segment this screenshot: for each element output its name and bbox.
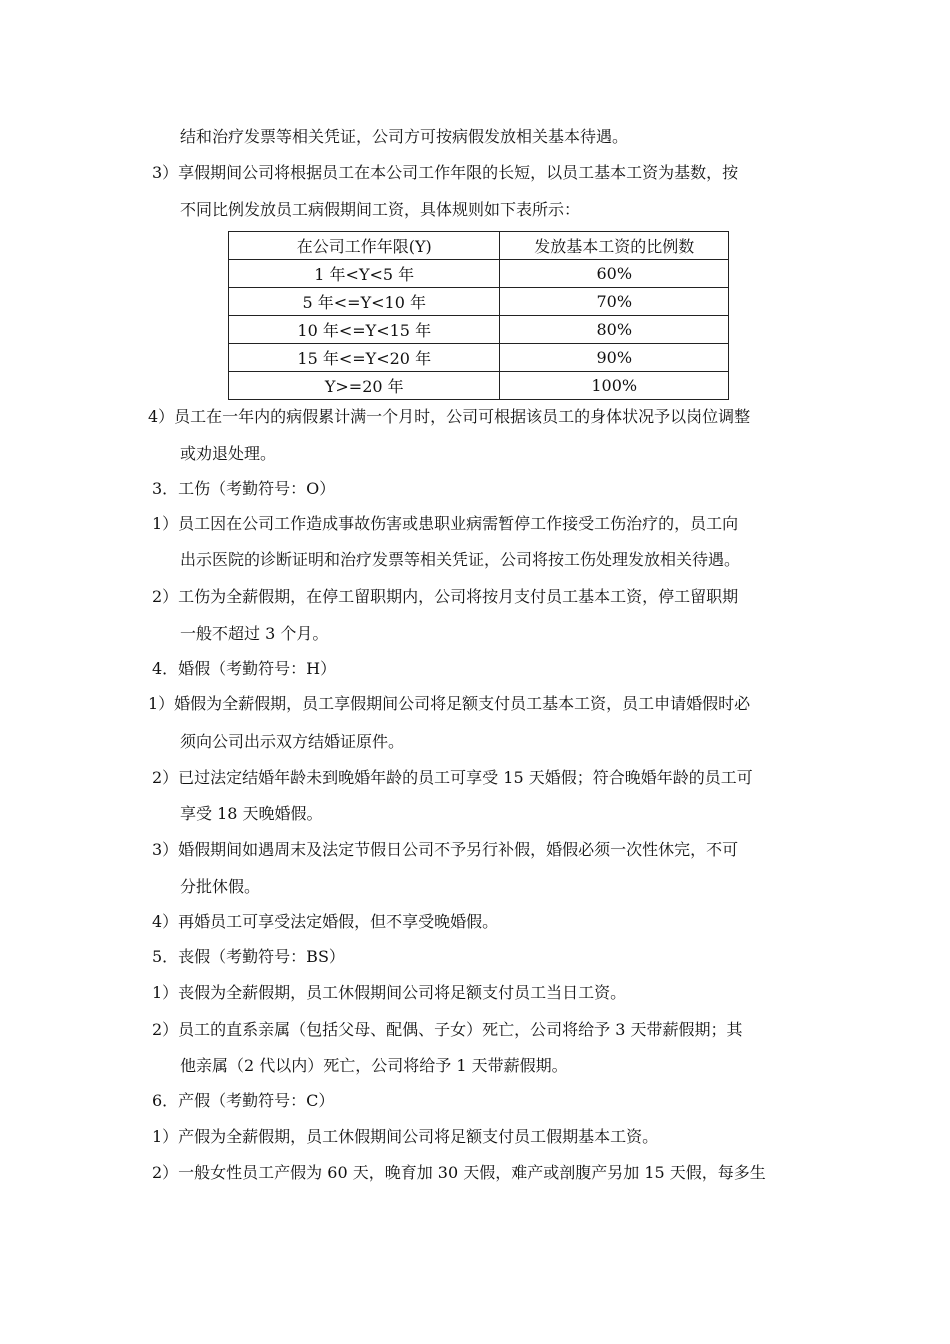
paragraph-line: 3）婚假期间如遇周末及法定节假日公司不予另行补假，婚假必须一次性休完，不可 [152,840,739,859]
paragraph-line: 享受 18 天晚婚假。 [180,804,323,823]
paragraph-line: 4）再婚员工可享受法定婚假，但不享受晚婚假。 [152,912,499,931]
paragraph-line: 他亲属（2 代以内）死亡，公司将给予 1 天带薪假期。 [180,1056,568,1075]
paragraph-line: 2）一般女性员工产假为 60 天，晚育加 30 天假，难产或剖腹产另加 15 天假，每多生 [152,1163,766,1182]
table-cell: 70% [500,288,729,316]
section-heading: 6．产假（考勤符号：C） [152,1091,335,1110]
table-header-cell: 发放基本工资的比例数 [500,232,729,260]
paragraph-line: 结和治疗发票等相关凭证，公司方可按病假发放相关基本待遇。 [180,127,629,146]
table-cell: 80% [500,316,729,344]
paragraph-line: 不同比例发放员工病假期间工资，具体规则如下表所示： [180,200,581,219]
table-cell: 90% [500,344,729,372]
paragraph-line: 2）已过法定结婚年龄未到晚婚年龄的员工可享受 15 天婚假；符合晚婚年龄的员工可 [152,768,753,787]
section-heading: 5．丧假（考勤符号：BS） [152,947,345,966]
table-cell: 1 年<Y<5 年 [229,260,500,288]
table-row [229,372,729,400]
paragraph-line: 3）享假期间公司将根据员工在本公司工作年限的长短，以员工基本工资为基数，按 [152,163,739,182]
table-cell: 5 年<=Y<10 年 [229,288,500,316]
table-cell: 10 年<=Y<15 年 [229,316,500,344]
paragraph-line: 1）员工因在公司工作造成事故伤害或患职业病需暂停工作接受工伤治疗的，员工向 [152,514,739,533]
paragraph-line: 须向公司出示双方结婚证原件。 [180,732,405,751]
table-cell: 60% [500,260,729,288]
paragraph-line: 分批休假。 [180,877,261,896]
paragraph-line: 2）工伤为全薪假期，在停工留职期内，公司将按月支付员工基本工资，停工留职期 [152,587,739,606]
table-cell: 15 年<=Y<20 年 [229,344,500,372]
table-row [229,260,729,288]
paragraph-line: 一般不超过 3 个月。 [180,624,329,643]
sick-leave-pay-table [228,231,729,400]
table-row [229,288,729,316]
paragraph-line: 或劝退处理。 [180,444,277,463]
table-header-cell: 在公司工作年限(Y) [229,232,500,260]
table-cell: 100% [500,372,729,400]
paragraph-line: 出示医院的诊断证明和治疗发票等相关凭证，公司将按工伤处理发放相关待遇。 [180,550,741,569]
section-heading: 4．婚假（考勤符号：H） [152,659,337,678]
table-header-row [229,232,729,260]
table-cell: Y>=20 年 [229,372,500,400]
paragraph-line: 4）员工在一年内的病假累计满一个月时，公司可根据该员工的身体状况予以岗位调整 [148,407,751,426]
paragraph-line: 2）员工的直系亲属（包括父母、配偶、子女）死亡，公司将给予 3 天带薪假期；其 [152,1020,743,1039]
table-row [229,316,729,344]
paragraph-line: 1）丧假为全薪假期，员工休假期间公司将足额支付员工当日工资。 [152,983,627,1002]
paragraph-line: 1）产假为全薪假期，员工休假期间公司将足额支付员工假期基本工资。 [152,1127,659,1146]
paragraph-line: 1）婚假为全薪假期，员工享假期间公司将足额支付员工基本工资，员工申请婚假时必 [148,694,751,713]
table-row [229,344,729,372]
section-heading: 3．工伤（考勤符号：O） [152,479,336,498]
